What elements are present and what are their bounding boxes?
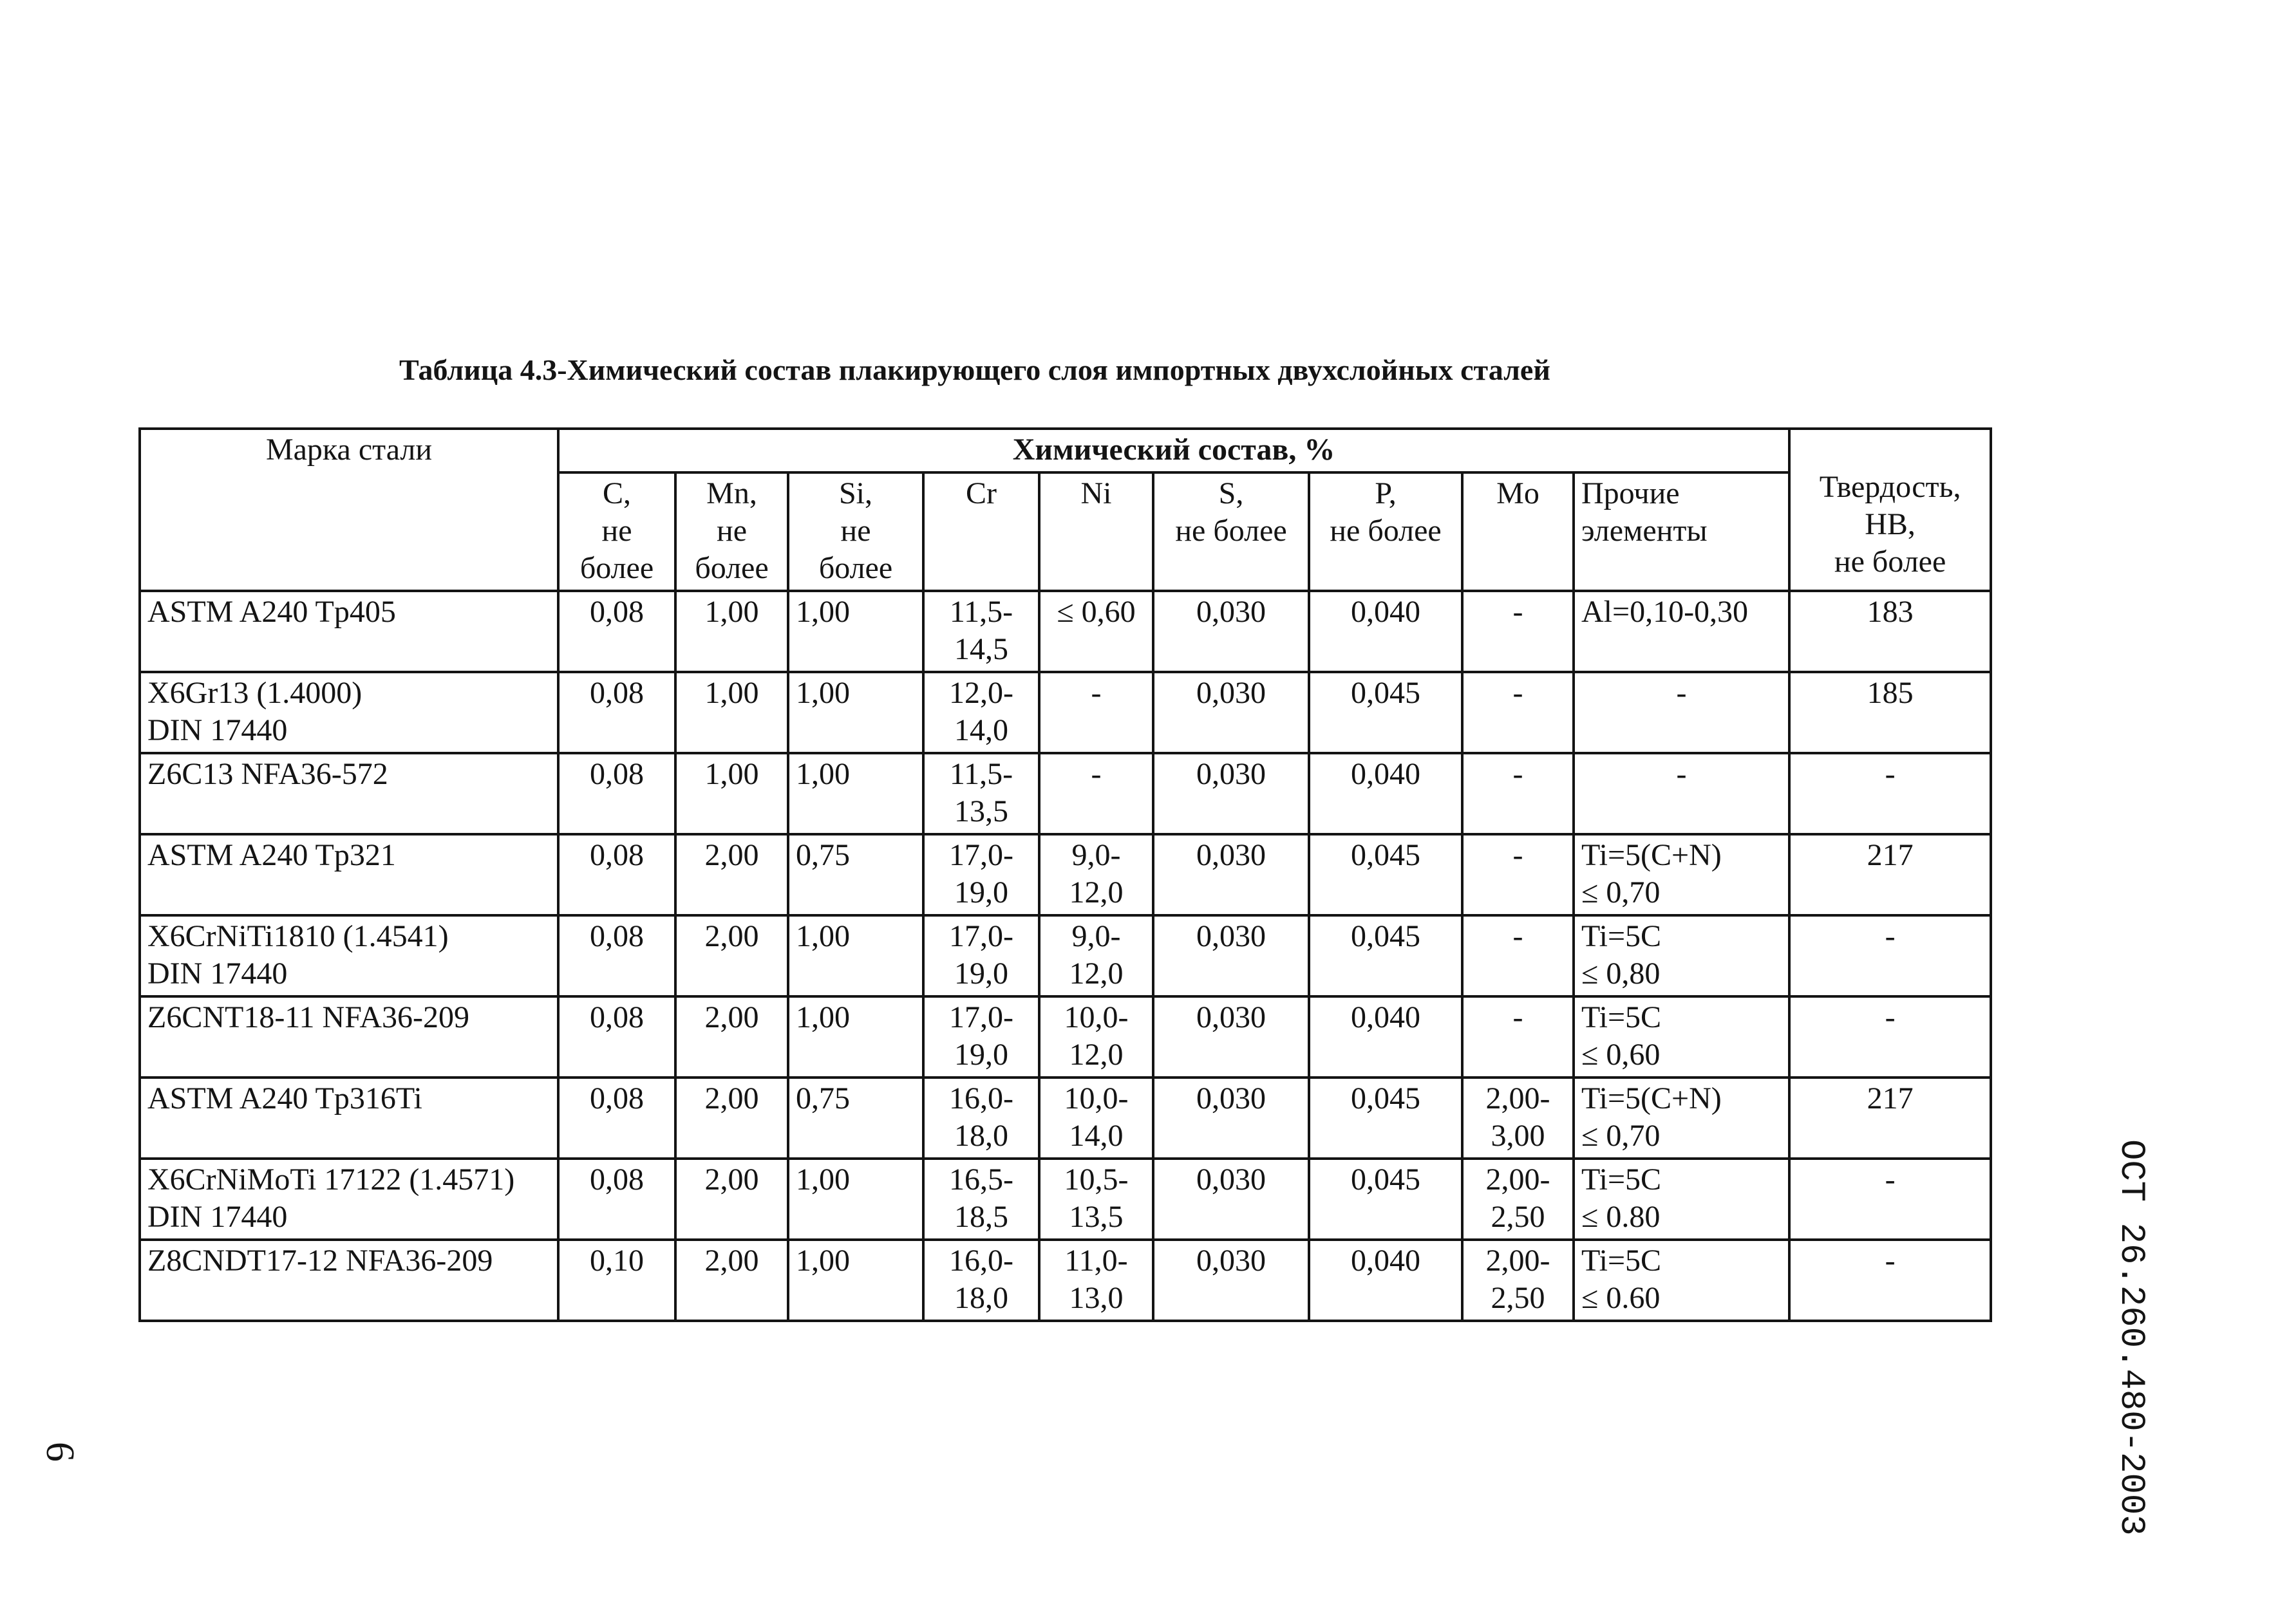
cell-mn: 2,00 [675, 915, 788, 996]
cell-grade: ASTM A240 Tp321 [140, 834, 558, 915]
cell-si: 0,75 [788, 1078, 923, 1159]
header-si: Si, не более [788, 472, 923, 591]
cell-s: 0,030 [1153, 1240, 1309, 1321]
cell-cr: 16,5- 18,5 [923, 1159, 1039, 1240]
chemical-composition-table [138, 427, 1992, 1322]
cell-s: 0,030 [1153, 1078, 1309, 1159]
cell-ni: - [1039, 672, 1153, 753]
cell-cr: 16,0- 18,0 [923, 1078, 1039, 1159]
table-row [140, 834, 1991, 915]
cell-c: 0,08 [558, 1078, 675, 1159]
cell-hardness: - [1789, 915, 1991, 996]
cell-s: 0,030 [1153, 996, 1309, 1078]
cell-mo: - [1462, 834, 1574, 915]
table-caption: Таблица 4.3-Химический состав плакирующего слоя импортных двухслойных сталей [399, 353, 1550, 386]
cell-mo: 2,00- 3,00 [1462, 1078, 1574, 1159]
cell-c: 0,10 [558, 1240, 675, 1321]
header-s: S, не более [1153, 472, 1309, 591]
cell-hardness: - [1789, 1240, 1991, 1321]
cell-other: Ti=5(C+N) ≤ 0,70 [1574, 834, 1789, 915]
cell-si: 1,00 [788, 753, 923, 834]
cell-cr: 11,5- 14,5 [923, 591, 1039, 672]
cell-mo: - [1462, 753, 1574, 834]
cell-si: 1,00 [788, 1240, 923, 1321]
cell-hardness: 217 [1789, 834, 1991, 915]
cell-si: 1,00 [788, 672, 923, 753]
cell-cr: 12,0- 14,0 [923, 672, 1039, 753]
cell-c: 0,08 [558, 834, 675, 915]
header-ni: Ni [1039, 472, 1153, 591]
cell-mn: 2,00 [675, 834, 788, 915]
table-row [140, 1078, 1991, 1159]
cell-mo: 2,00- 2,50 [1462, 1240, 1574, 1321]
cell-mn: 2,00 [675, 1078, 788, 1159]
cell-hardness: 217 [1789, 1078, 1991, 1159]
cell-ni: 10,0- 12,0 [1039, 996, 1153, 1078]
cell-p: 0,040 [1309, 591, 1462, 672]
cell-s: 0,030 [1153, 753, 1309, 834]
header-row-top [140, 429, 1991, 472]
cell-mo: - [1462, 591, 1574, 672]
table-row [140, 753, 1991, 834]
cell-hardness: 185 [1789, 672, 1991, 753]
header-hardness: Твердость, НВ, не более [1789, 429, 1991, 591]
cell-si: 0,75 [788, 834, 923, 915]
cell-cr: 17,0- 19,0 [923, 915, 1039, 996]
cell-mo: - [1462, 672, 1574, 753]
table-row [140, 915, 1991, 996]
cell-grade: Z6CNT18-11 NFA36-209 [140, 996, 558, 1078]
cell-c: 0,08 [558, 672, 675, 753]
cell-other: Ti=5C ≤ 0,60 [1574, 996, 1789, 1078]
cell-c: 0,08 [558, 915, 675, 996]
cell-cr: 17,0- 19,0 [923, 996, 1039, 1078]
table-row [140, 1159, 1991, 1240]
header-chemical-composition: Химический состав, % [558, 429, 1789, 472]
cell-mo: - [1462, 996, 1574, 1078]
cell-cr: 16,0- 18,0 [923, 1240, 1039, 1321]
header-grade: Марка стали [140, 429, 558, 591]
cell-p: 0,040 [1309, 996, 1462, 1078]
cell-p: 0,040 [1309, 753, 1462, 834]
cell-c: 0,08 [558, 996, 675, 1078]
cell-grade: ASTM A240 Tp316Ti [140, 1078, 558, 1159]
cell-cr: 17,0- 19,0 [923, 834, 1039, 915]
cell-other: - [1574, 672, 1789, 753]
cell-p: 0,045 [1309, 1159, 1462, 1240]
cell-mn: 2,00 [675, 996, 788, 1078]
cell-mn: 2,00 [675, 1159, 788, 1240]
cell-si: 1,00 [788, 591, 923, 672]
cell-ni: 9,0- 12,0 [1039, 834, 1153, 915]
cell-ni: 10,5- 13,5 [1039, 1159, 1153, 1240]
cell-c: 0,08 [558, 591, 675, 672]
cell-grade: X6CrNiMoTi 17122 (1.4571) DIN 17440 [140, 1159, 558, 1240]
cell-c: 0,08 [558, 753, 675, 834]
cell-mn: 1,00 [675, 753, 788, 834]
cell-grade: Z8CNDT17-12 NFA36-209 [140, 1240, 558, 1321]
cell-s: 0,030 [1153, 1159, 1309, 1240]
document-code: ОСТ 26.260.480-2003 [2111, 1139, 2151, 1536]
cell-grade: X6Gr13 (1.4000) DIN 17440 [140, 672, 558, 753]
cell-s: 0,030 [1153, 591, 1309, 672]
cell-s: 0,030 [1153, 915, 1309, 996]
table-row [140, 672, 1991, 753]
cell-ni: ≤ 0,60 [1039, 591, 1153, 672]
page-number: 6 [38, 1442, 82, 1462]
cell-other: Ti=5C ≤ 0,80 [1574, 915, 1789, 996]
header-mn: Mn, не более [675, 472, 788, 591]
cell-other: - [1574, 753, 1789, 834]
table-row [140, 1240, 1991, 1321]
cell-p: 0,045 [1309, 672, 1462, 753]
header-mo: Mo [1462, 472, 1574, 591]
cell-p: 0,045 [1309, 834, 1462, 915]
cell-mo: 2,00- 2,50 [1462, 1159, 1574, 1240]
cell-s: 0,030 [1153, 672, 1309, 753]
cell-cr: 11,5- 13,5 [923, 753, 1039, 834]
cell-si: 1,00 [788, 996, 923, 1078]
cell-ni: 11,0- 13,0 [1039, 1240, 1153, 1321]
cell-p: 0,045 [1309, 915, 1462, 996]
cell-other: Al=0,10-0,30 [1574, 591, 1789, 672]
header-c: C, не более [558, 472, 675, 591]
cell-si: 1,00 [788, 1159, 923, 1240]
cell-hardness: - [1789, 753, 1991, 834]
cell-hardness: - [1789, 996, 1991, 1078]
cell-ni: - [1039, 753, 1153, 834]
cell-other: Ti=5C ≤ 0.80 [1574, 1159, 1789, 1240]
cell-mo: - [1462, 915, 1574, 996]
header-p: P, не более [1309, 472, 1462, 591]
cell-hardness: - [1789, 1159, 1991, 1240]
cell-other: Ti=5C ≤ 0.60 [1574, 1240, 1789, 1321]
cell-hardness: 183 [1789, 591, 1991, 672]
cell-other: Ti=5(C+N) ≤ 0,70 [1574, 1078, 1789, 1159]
header-other-elements: Прочие элементы [1574, 472, 1789, 591]
cell-grade: X6CrNiTi1810 (1.4541) DIN 17440 [140, 915, 558, 996]
cell-p: 0,045 [1309, 1078, 1462, 1159]
cell-ni: 10,0- 14,0 [1039, 1078, 1153, 1159]
table-row [140, 996, 1991, 1078]
cell-mn: 1,00 [675, 591, 788, 672]
table-row [140, 591, 1991, 672]
cell-s: 0,030 [1153, 834, 1309, 915]
cell-grade: Z6C13 NFA36-572 [140, 753, 558, 834]
cell-grade: ASTM A240 Tp405 [140, 591, 558, 672]
cell-si: 1,00 [788, 915, 923, 996]
cell-c: 0,08 [558, 1159, 675, 1240]
cell-mn: 2,00 [675, 1240, 788, 1321]
cell-mn: 1,00 [675, 672, 788, 753]
header-cr: Cr [923, 472, 1039, 591]
cell-p: 0,040 [1309, 1240, 1462, 1321]
cell-ni: 9,0- 12,0 [1039, 915, 1153, 996]
